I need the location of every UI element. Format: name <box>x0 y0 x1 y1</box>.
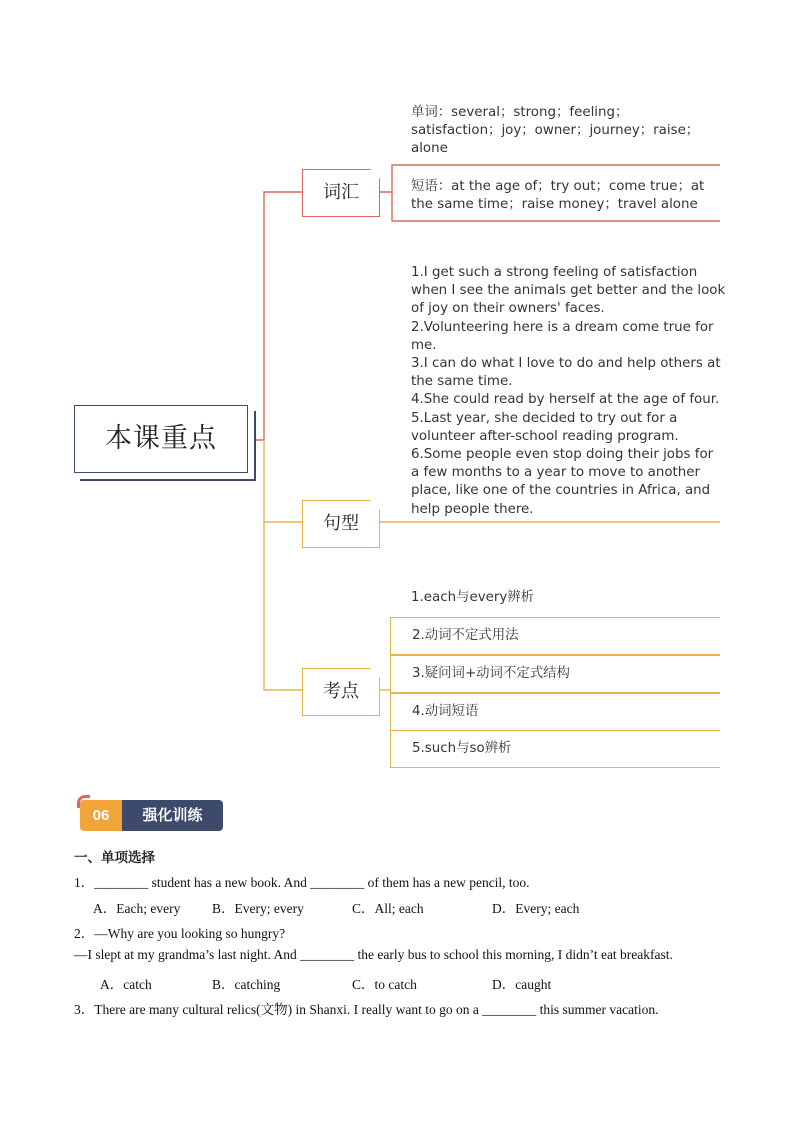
sentence-line: 2.Volunteering here is a dream come true for <box>411 319 714 335</box>
sentence-line: help people there. <box>411 501 534 517</box>
point-item-label: 1.each与every辨析 <box>411 590 535 605</box>
point-item-label: 2.动词不定式用法 <box>412 628 519 643</box>
point-item-label: 3.疑问词+动词不定式结构 <box>412 666 570 681</box>
sentence-line: 5.Last year, she decided to try out for a <box>411 410 678 426</box>
vocab-words-line: 单词：several；strong；feeling； <box>411 105 629 120</box>
question-1-option-b: B．Every; every <box>212 901 304 916</box>
question-2-option-c: C．to catch <box>352 977 417 992</box>
question-2-stem-line1: 2．—Why are you looking so hungry? <box>74 926 286 941</box>
point-item-label: 4.动词短语 <box>412 704 479 719</box>
sentence-line: me. <box>411 337 437 353</box>
sentence-list <box>411 264 725 519</box>
question-2-option-a: A．catch <box>100 977 152 992</box>
point-item <box>390 693 720 731</box>
question-1-option-d: D．Every; each <box>492 901 580 916</box>
sentence-line: a few months to a year to move to another <box>411 465 701 481</box>
mindmap-root <box>74 405 248 473</box>
question-3-stem: 3．There are many cultural relics(文物) in Shanxi. I really want to go on a ________ this summer vacation. <box>74 1002 659 1017</box>
question-1-option-c: C．All; each <box>352 901 424 916</box>
sentence-line: volunteer after-school reading program. <box>411 428 679 444</box>
question-2-stem-line2: —I slept at my grandma’s last night. And ________ the early bus to school this morning, I didn’t eat breakfast. <box>74 947 673 962</box>
mindmap-root-label: 本课重点 <box>105 423 217 454</box>
vocab-phrases-line: the same time；raise money；travel alone <box>411 197 698 213</box>
sentence-line: 1.I get such a strong feeling of satisfaction <box>411 265 698 280</box>
vocab-words-line: satisfaction；joy；owner；journey；raise； <box>411 123 700 139</box>
vocab-phrases <box>411 178 704 214</box>
point-item <box>390 617 720 655</box>
point-item <box>390 730 720 768</box>
branch-vocab <box>302 169 380 217</box>
sentence-line: the same time. <box>411 374 513 390</box>
point-item <box>390 655 720 693</box>
sentence-line: of joy on their owners' faces. <box>411 301 605 317</box>
sentence-line: 4.She could read by herself at the age of four. <box>411 392 720 408</box>
question-2-option-b: B．catching <box>212 977 281 992</box>
question-1-stem: 1．________ student has a new book. And ________ of them has a new pencil, too. <box>74 875 530 890</box>
sentence-line: place, like one of the countries in Africa, and <box>411 483 711 499</box>
vocab-words-line: alone <box>411 141 448 157</box>
branch-points-label: 考点 <box>323 681 359 702</box>
branch-sentences <box>302 500 380 548</box>
sentence-line: 3.I can do what I love to do and help others at <box>411 356 721 372</box>
section-header <box>80 800 223 831</box>
question-1-option-a: A．Each; every <box>93 901 181 916</box>
point-item-label: 5.such与so辨析 <box>412 741 512 756</box>
sentence-line: when I see the animals get better and the look <box>411 283 726 299</box>
vocab-words <box>411 104 699 159</box>
section-title: 强化训练 <box>122 800 223 831</box>
point-item <box>390 580 720 618</box>
question-2-option-d: D．caught <box>492 977 552 992</box>
sentence-line: 6.Some people even stop doing their jobs for <box>411 447 714 463</box>
branch-sentences-label: 句型 <box>323 513 359 534</box>
section-number: 06 <box>80 800 122 831</box>
branch-vocab-label: 词汇 <box>323 182 359 203</box>
exercise-heading: 一、单项选择 <box>74 850 155 866</box>
vocab-phrases-line: 短语：at the age of；try out；come true；at <box>411 179 705 194</box>
branch-points <box>302 668 380 716</box>
